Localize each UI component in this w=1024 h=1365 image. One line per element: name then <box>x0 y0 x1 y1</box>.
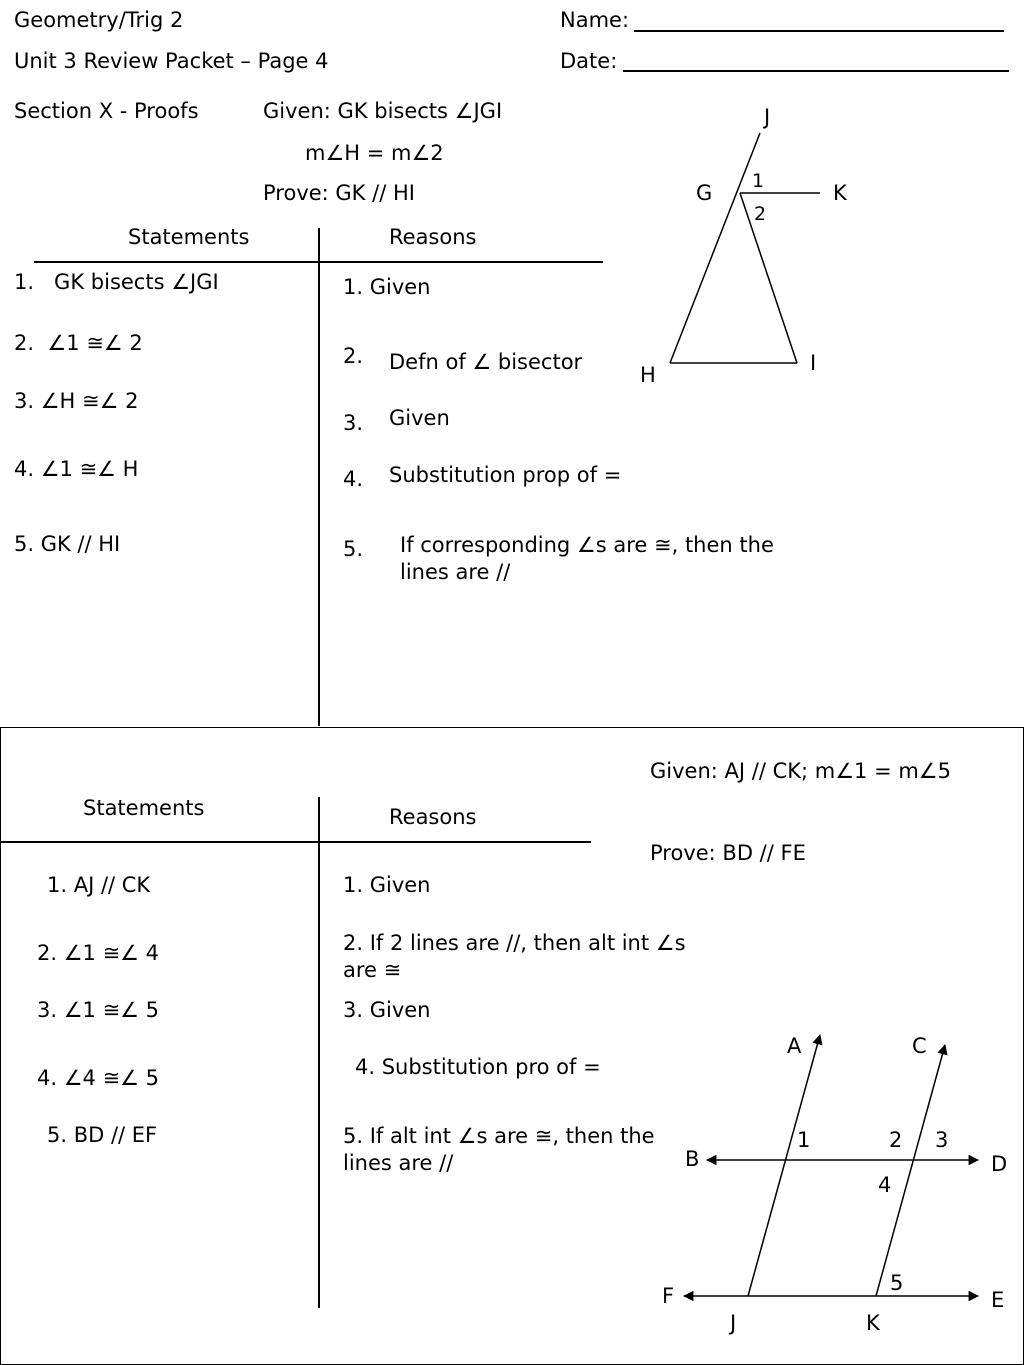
label-I: I <box>810 351 817 375</box>
name-field[interactable] <box>634 30 1004 32</box>
label-F: F <box>662 1284 675 1308</box>
proof1-reason-number: 3. <box>343 411 364 435</box>
proof1-statements-header: Statements <box>128 225 250 249</box>
label-B: B <box>685 1147 700 1171</box>
proof2-statement: 5. BD // EF <box>47 1123 158 1147</box>
name-label: Name: <box>560 8 630 32</box>
proof1-statement: 2. ∠1 ≅∠ 2 <box>14 331 143 355</box>
proof1-reason: Defn of ∠ bisector <box>389 350 583 374</box>
proof1-reasons-header: Reasons <box>389 225 477 249</box>
proof2-reason: 5. If alt int ∠s are ≅, then the lines are // <box>343 1124 655 1175</box>
angle-label-4: 4 <box>878 1173 892 1197</box>
proof2-statements-header: Statements <box>83 796 205 820</box>
proof1-reason: 1. Given <box>343 275 431 299</box>
label-J: J <box>730 1311 737 1335</box>
proof1-statement: 3. ∠H ≅∠ 2 <box>14 389 139 413</box>
proof1-statement: 4. ∠1 ≅∠ H <box>14 457 139 481</box>
proof1-given-line2: m∠H = m∠2 <box>305 141 444 165</box>
angle-label-1: 1 <box>797 1128 811 1152</box>
proof1-reason-number: 2. <box>343 344 364 368</box>
angle-label-3: 3 <box>935 1128 949 1152</box>
proof2-reason: 2. If 2 lines are //, then alt int ∠s are ≅ <box>343 931 686 982</box>
date-field[interactable] <box>623 70 1009 72</box>
proof2-statement: 4. ∠4 ≅∠ 5 <box>37 1066 160 1090</box>
proof2-table-hline <box>0 841 591 843</box>
angle-label-2: 2 <box>889 1128 903 1152</box>
label-A: A <box>787 1034 802 1058</box>
proof1-table-vline <box>318 228 320 726</box>
proof1-statement: 5. GK // HI <box>14 532 121 556</box>
proof2-reason: 1. Given <box>343 873 431 897</box>
label-C: C <box>912 1034 927 1058</box>
proof2-reason: 3. Given <box>343 998 431 1022</box>
proof1-reason: Given <box>389 406 450 430</box>
proof1-reason-number: 4. <box>343 467 364 491</box>
angle-label-1: 1 <box>752 170 765 192</box>
label-E: E <box>991 1288 1005 1312</box>
proof1-reason: If corresponding ∠s are ≅, then the lines are // <box>400 533 774 584</box>
proof2-reason: 4. Substitution pro of = <box>355 1055 601 1079</box>
label-K: K <box>866 1311 880 1335</box>
proof1-reason: Substitution prop of = <box>389 463 622 487</box>
proof2-given: Given: AJ // CK; m∠1 = m∠5 <box>650 759 951 783</box>
proof1-given-line1: Given: GK bisects ∠JGI <box>263 99 503 123</box>
proof2-statement: 2. ∠1 ≅∠ 4 <box>37 941 160 965</box>
proof2-statement: 1. AJ // CK <box>47 873 151 897</box>
proof1-prove: Prove: GK // HI <box>263 181 415 205</box>
label-J: J <box>764 105 771 129</box>
date-label: Date: <box>560 49 618 73</box>
course-title: Geometry/Trig 2 <box>14 8 184 32</box>
label-H: H <box>640 363 656 387</box>
packet-title: Unit 3 Review Packet – Page 4 <box>14 49 329 73</box>
proof1-statement: 1. GK bisects ∠JGI <box>14 270 219 294</box>
proof1-reason-number: 5. <box>343 537 364 561</box>
section-title: Section X - Proofs <box>14 99 199 123</box>
proof2-box <box>0 727 1024 1365</box>
proof2-statement: 3. ∠1 ≅∠ 5 <box>37 998 160 1022</box>
proof2-reasons-header: Reasons <box>389 805 477 829</box>
label-G: G <box>696 181 713 205</box>
proof2-table-vline <box>318 797 320 1308</box>
angle-label-2: 2 <box>754 203 767 225</box>
proof2-prove: Prove: BD // FE <box>650 841 806 865</box>
label-K: K <box>833 181 847 205</box>
angle-label-5: 5 <box>890 1271 904 1295</box>
label-D: D <box>991 1152 1008 1176</box>
